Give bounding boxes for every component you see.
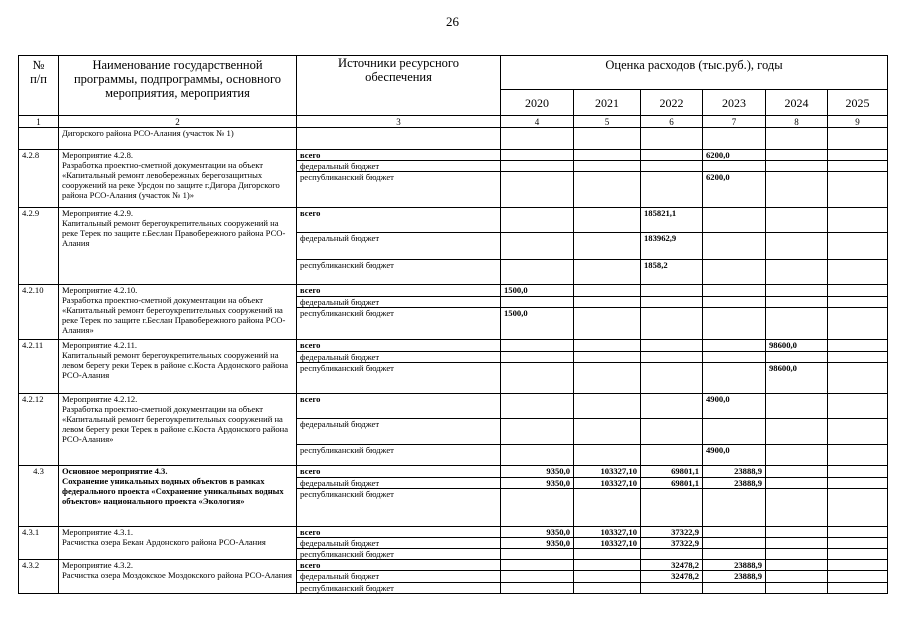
cost-value bbox=[501, 489, 574, 527]
cost-value bbox=[574, 489, 641, 527]
year-2021: 2021 bbox=[574, 90, 641, 116]
cost-value bbox=[501, 352, 574, 363]
cost-value bbox=[766, 445, 828, 466]
funding-source: республиканский бюджет bbox=[297, 308, 501, 340]
cost-value bbox=[501, 560, 574, 571]
cost-value bbox=[828, 419, 888, 445]
table-row bbox=[19, 466, 888, 478]
cost-value: 103327,10 bbox=[574, 527, 641, 538]
col-number: 1 bbox=[19, 116, 59, 128]
cost-value bbox=[641, 419, 703, 445]
page-number: 26 bbox=[446, 14, 459, 29]
cost-value bbox=[501, 419, 574, 445]
table-row bbox=[19, 527, 888, 538]
funding-source: республиканский бюджет bbox=[297, 445, 501, 466]
cost-value bbox=[828, 445, 888, 466]
header-costs: Оценка расходов (тыс.руб.), годы bbox=[501, 56, 888, 90]
cost-value bbox=[703, 583, 766, 594]
cost-value bbox=[574, 583, 641, 594]
cost-value bbox=[766, 527, 828, 538]
cost-value bbox=[828, 308, 888, 340]
cost-value bbox=[641, 394, 703, 419]
item-name: Мероприятие 4.2.9. Капитальный ремонт берегоукрепительных сооружений на реке Терек по защите г.Беслан Правобережного района РСО-Алания bbox=[59, 208, 297, 285]
funding-source: всего bbox=[297, 340, 501, 352]
cost-value bbox=[501, 571, 574, 583]
cost-value bbox=[828, 363, 888, 394]
col-number: 6 bbox=[641, 116, 703, 128]
cost-value bbox=[828, 352, 888, 363]
cost-value bbox=[501, 445, 574, 466]
cost-value bbox=[828, 260, 888, 285]
cost-value bbox=[766, 538, 828, 549]
cost-value bbox=[574, 233, 641, 260]
col-number: 5 bbox=[574, 116, 641, 128]
year-2022: 2022 bbox=[641, 90, 703, 116]
item-number: 4.2.11 bbox=[19, 340, 59, 394]
cost-value bbox=[766, 571, 828, 583]
cost-value bbox=[703, 363, 766, 394]
funding-source: республиканский бюджет bbox=[297, 489, 501, 527]
cost-value bbox=[641, 352, 703, 363]
cost-value bbox=[703, 233, 766, 260]
cost-value bbox=[641, 161, 703, 172]
cost-value: 1858,2 bbox=[641, 260, 703, 285]
cost-value: 185821,1 bbox=[641, 208, 703, 233]
item-number: 4.2.12 bbox=[19, 394, 59, 466]
cost-value bbox=[641, 549, 703, 560]
table-row bbox=[19, 208, 888, 233]
cost-value: 23888,9 bbox=[703, 560, 766, 571]
col-number: 3 bbox=[297, 116, 501, 128]
cost-value bbox=[766, 172, 828, 208]
cost-value bbox=[703, 285, 766, 297]
cost-value bbox=[703, 260, 766, 285]
cost-value bbox=[828, 340, 888, 352]
cost-value bbox=[703, 208, 766, 233]
col-number: 4 bbox=[501, 116, 574, 128]
empty-cell bbox=[703, 128, 766, 150]
cost-value bbox=[703, 161, 766, 172]
cost-value bbox=[641, 489, 703, 527]
cost-value bbox=[766, 161, 828, 172]
cost-value bbox=[574, 394, 641, 419]
cost-value bbox=[641, 297, 703, 308]
table-row bbox=[19, 340, 888, 352]
cost-value: 9350,0 bbox=[501, 538, 574, 549]
cost-value bbox=[501, 150, 574, 161]
cost-value bbox=[703, 297, 766, 308]
cost-value bbox=[641, 150, 703, 161]
cost-value bbox=[574, 308, 641, 340]
funding-source: республиканский бюджет bbox=[297, 172, 501, 208]
cost-value bbox=[828, 172, 888, 208]
item-name: Мероприятие 4.3.2. Расчистка озера Моздокское Моздокского района РСО-Алания bbox=[59, 560, 297, 594]
cost-value bbox=[501, 297, 574, 308]
cost-value bbox=[703, 527, 766, 538]
item-name: Мероприятие 4.2.8. Разработка проектно-сметной документации на объект «Капитальный ремонт левобережных берегозащитных сооружений на реке Урсдон по защите г.Дигора Дигорского района РСО-Алания (участок № 1)» bbox=[59, 150, 297, 208]
table-row bbox=[19, 285, 888, 297]
empty-cell bbox=[297, 128, 501, 150]
funding-source: всего bbox=[297, 285, 501, 297]
cost-value: 32478,2 bbox=[641, 571, 703, 583]
cost-value: 32478,2 bbox=[641, 560, 703, 571]
cost-value bbox=[703, 308, 766, 340]
cost-value bbox=[641, 445, 703, 466]
cost-value bbox=[641, 363, 703, 394]
cost-value bbox=[766, 419, 828, 445]
cost-value: 69801,1 bbox=[641, 478, 703, 489]
item-number: 4.3.1 bbox=[19, 527, 59, 560]
cost-value bbox=[574, 419, 641, 445]
cost-value: 6200,0 bbox=[703, 150, 766, 161]
cost-value bbox=[828, 208, 888, 233]
cost-value bbox=[828, 478, 888, 489]
cost-value: 23888,9 bbox=[703, 466, 766, 478]
header-name: Наименование государственной программы, подпрограммы, основного мероприятия, мероприятия bbox=[59, 56, 297, 116]
cost-value bbox=[501, 161, 574, 172]
cost-value bbox=[703, 352, 766, 363]
cost-value bbox=[766, 583, 828, 594]
cost-value bbox=[574, 363, 641, 394]
cost-value bbox=[766, 466, 828, 478]
cost-value bbox=[828, 560, 888, 571]
cost-value bbox=[501, 583, 574, 594]
cost-value bbox=[574, 208, 641, 233]
funding-source: федеральный бюджет bbox=[297, 352, 501, 363]
header-num: № п/п bbox=[19, 56, 59, 116]
col-number: 8 bbox=[766, 116, 828, 128]
cost-value bbox=[766, 549, 828, 560]
cost-value bbox=[828, 527, 888, 538]
funding-source: всего bbox=[297, 466, 501, 478]
funding-source: федеральный бюджет bbox=[297, 297, 501, 308]
cost-value bbox=[574, 549, 641, 560]
empty-cell bbox=[574, 128, 641, 150]
item-number: 4.2.9 bbox=[19, 208, 59, 285]
table-row bbox=[19, 394, 888, 419]
cost-value bbox=[703, 419, 766, 445]
cost-value bbox=[766, 308, 828, 340]
expenditure-table bbox=[18, 55, 888, 594]
cost-value: 4900,0 bbox=[703, 394, 766, 419]
cost-value bbox=[828, 161, 888, 172]
cost-value bbox=[501, 233, 574, 260]
item-number: 4.2.10 bbox=[19, 285, 59, 340]
table-row bbox=[19, 150, 888, 161]
funding-source: федеральный бюджет bbox=[297, 478, 501, 489]
cost-value: 69801,1 bbox=[641, 466, 703, 478]
cost-value bbox=[574, 150, 641, 161]
cost-value: 98600,0 bbox=[766, 340, 828, 352]
year-2025: 2025 bbox=[828, 90, 888, 116]
cost-value bbox=[574, 285, 641, 297]
cost-value: 98600,0 bbox=[766, 363, 828, 394]
funding-source: республиканский бюджет bbox=[297, 583, 501, 594]
cost-value bbox=[574, 445, 641, 466]
col-number: 9 bbox=[828, 116, 888, 128]
cost-value bbox=[828, 571, 888, 583]
cost-value bbox=[828, 394, 888, 419]
item-number: 4.3 bbox=[19, 466, 59, 527]
cost-value bbox=[828, 489, 888, 527]
item-name: Мероприятие 4.3.1. Расчистка озера Бекан Ардонского района РСО-Алания bbox=[59, 527, 297, 560]
empty-cell bbox=[641, 128, 703, 150]
cost-value bbox=[828, 233, 888, 260]
item-name: Мероприятие 4.2.11. Капитальный ремонт берегоукрепительных сооружений на левом берегу реки Терек в районе с.Коста Ардонского района РСО-Алания bbox=[59, 340, 297, 394]
cost-value bbox=[641, 285, 703, 297]
cost-value bbox=[641, 172, 703, 208]
item-name: Основное мероприятие 4.3. Сохранение уникальных водных объектов в рамках федерального проекта «Сохранение уникальных водных объектов» национального проекта «Экология» bbox=[59, 466, 297, 527]
continuation-text: Дигорского района РСО-Алания (участок № 1) bbox=[59, 128, 297, 150]
cost-value bbox=[501, 394, 574, 419]
funding-source: федеральный бюджет bbox=[297, 233, 501, 260]
cost-value bbox=[766, 297, 828, 308]
cost-value bbox=[641, 583, 703, 594]
funding-source: республиканский бюджет bbox=[297, 549, 501, 560]
funding-source: федеральный бюджет bbox=[297, 571, 501, 583]
cost-value: 4900,0 bbox=[703, 445, 766, 466]
continuation-num bbox=[19, 128, 59, 150]
cost-value: 1500,0 bbox=[501, 308, 574, 340]
col-number: 7 bbox=[703, 116, 766, 128]
cost-value bbox=[703, 489, 766, 527]
cost-value bbox=[766, 260, 828, 285]
cost-value bbox=[501, 549, 574, 560]
cost-value bbox=[828, 583, 888, 594]
cost-value bbox=[766, 489, 828, 527]
cost-value: 6200,0 bbox=[703, 172, 766, 208]
cost-value: 1500,0 bbox=[501, 285, 574, 297]
item-name: Мероприятие 4.2.12. Разработка проектно-сметной документации на объект «Капитальный ремонт берегоукрепительных сооружений на левом берегу реки Терек в районе с.Коста Ардонского района РСО-Алания» bbox=[59, 394, 297, 466]
cost-value bbox=[766, 560, 828, 571]
empty-cell bbox=[766, 128, 828, 150]
column-number-row bbox=[19, 116, 888, 128]
cost-value bbox=[828, 466, 888, 478]
funding-source: федеральный бюджет bbox=[297, 538, 501, 549]
cost-value: 23888,9 bbox=[703, 478, 766, 489]
item-number: 4.2.8 bbox=[19, 150, 59, 208]
funding-source: всего bbox=[297, 394, 501, 419]
cost-value bbox=[641, 340, 703, 352]
table-row bbox=[19, 560, 888, 571]
cost-value bbox=[766, 352, 828, 363]
funding-source: всего bbox=[297, 208, 501, 233]
funding-source: федеральный бюджет bbox=[297, 419, 501, 445]
cost-value bbox=[574, 161, 641, 172]
cost-value bbox=[703, 340, 766, 352]
year-2023: 2023 bbox=[703, 90, 766, 116]
cost-value: 37322,9 bbox=[641, 527, 703, 538]
header-source: Источники ресурсного обеспечения bbox=[297, 56, 501, 116]
funding-source: республиканский бюджет bbox=[297, 363, 501, 394]
cost-value bbox=[766, 394, 828, 419]
cost-value bbox=[574, 560, 641, 571]
cost-value: 103327,10 bbox=[574, 478, 641, 489]
cost-value: 23888,9 bbox=[703, 571, 766, 583]
funding-source: всего bbox=[297, 150, 501, 161]
cost-value bbox=[574, 172, 641, 208]
cost-value bbox=[501, 340, 574, 352]
cost-value: 183962,9 bbox=[641, 233, 703, 260]
year-2020: 2020 bbox=[501, 90, 574, 116]
cost-value bbox=[501, 208, 574, 233]
funding-source: всего bbox=[297, 527, 501, 538]
cost-value bbox=[574, 571, 641, 583]
cost-value bbox=[501, 363, 574, 394]
cost-value bbox=[828, 285, 888, 297]
cost-value bbox=[574, 260, 641, 285]
cost-value bbox=[574, 297, 641, 308]
empty-cell bbox=[501, 128, 574, 150]
continuation-row bbox=[19, 128, 888, 150]
cost-value bbox=[828, 549, 888, 560]
item-name: Мероприятие 4.2.10. Разработка проектно-сметной документации на объект «Капитальный ремонт берегоукрепительных сооружений на реке Терек по защите г.Беслан Правобережного района РСО-Алания» bbox=[59, 285, 297, 340]
cost-value bbox=[828, 297, 888, 308]
cost-value: 103327,10 bbox=[574, 466, 641, 478]
funding-source: всего bbox=[297, 560, 501, 571]
cost-value: 103327,10 bbox=[574, 538, 641, 549]
cost-value: 9350,0 bbox=[501, 527, 574, 538]
cost-value bbox=[828, 150, 888, 161]
col-number: 2 bbox=[59, 116, 297, 128]
cost-value: 9350,0 bbox=[501, 466, 574, 478]
cost-value bbox=[766, 233, 828, 260]
cost-value bbox=[766, 478, 828, 489]
cost-value: 37322,9 bbox=[641, 538, 703, 549]
cost-value bbox=[828, 538, 888, 549]
funding-source: федеральный бюджет bbox=[297, 161, 501, 172]
cost-value bbox=[766, 150, 828, 161]
cost-value bbox=[574, 352, 641, 363]
cost-value bbox=[703, 549, 766, 560]
cost-value bbox=[766, 285, 828, 297]
empty-cell bbox=[828, 128, 888, 150]
cost-value: 9350,0 bbox=[501, 478, 574, 489]
item-number: 4.3.2 bbox=[19, 560, 59, 594]
cost-value bbox=[574, 340, 641, 352]
cost-value bbox=[501, 260, 574, 285]
cost-value bbox=[641, 308, 703, 340]
funding-source: республиканский бюджет bbox=[297, 260, 501, 285]
cost-value bbox=[703, 538, 766, 549]
cost-value bbox=[501, 172, 574, 208]
cost-value bbox=[766, 208, 828, 233]
year-2024: 2024 bbox=[766, 90, 828, 116]
